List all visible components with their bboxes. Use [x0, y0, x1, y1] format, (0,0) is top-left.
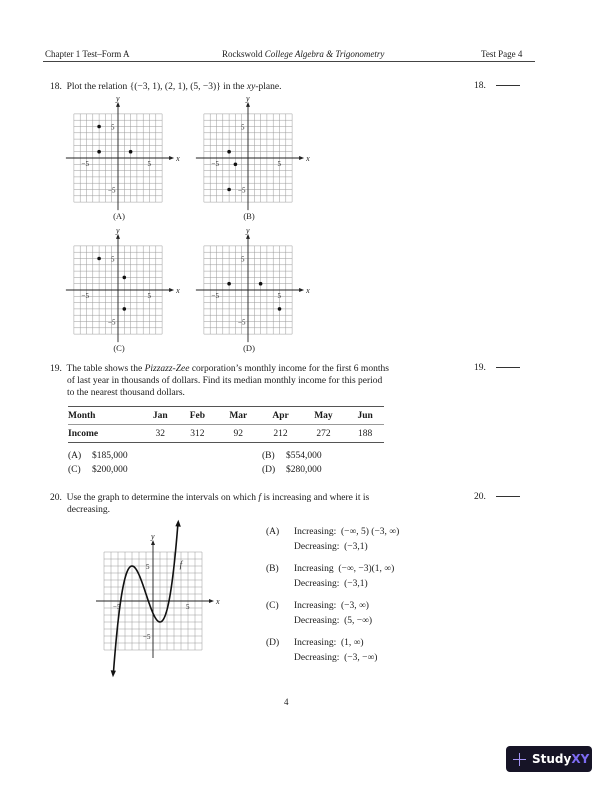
svg-text:x: x	[306, 154, 310, 163]
svg-text:5: 5	[277, 160, 281, 168]
header-rule-right	[447, 61, 535, 62]
svg-text:−5: −5	[238, 186, 246, 195]
table-cell: 312	[179, 425, 217, 443]
svg-text:−5: −5	[108, 318, 116, 327]
graph-label-b: (B)	[243, 211, 255, 221]
header-book-title	[222, 49, 384, 59]
svg-text:x: x	[176, 286, 180, 295]
column-header: May	[301, 407, 346, 425]
relation-set: {(−3, 1), (2, 1), (5, −3)}	[129, 82, 221, 92]
question-number: 18.	[50, 82, 62, 92]
choice-19-d[interactable]: (D) $280,000	[262, 465, 322, 475]
question-number: 19.	[50, 364, 62, 374]
header-author: Rockswold	[222, 49, 265, 59]
svg-text:y: y	[151, 532, 155, 541]
header-page: Test Page 4	[481, 49, 523, 59]
table-cell: 188	[346, 425, 384, 443]
choice-20-a[interactable]: (A) Increasing: (−∞, 5) (−3, ∞) Decreasing: (−3,1)	[266, 527, 400, 552]
svg-text:y: y	[246, 93, 250, 103]
column-header: Mar	[216, 407, 260, 425]
svg-text:x: x	[176, 154, 180, 163]
choice-20-d[interactable]: (D) Increasing: (1, ∞) Decreasing: (−3, −∞)	[266, 638, 378, 663]
svg-text:−5: −5	[81, 160, 89, 168]
svg-text:x: x	[216, 597, 220, 606]
choice-19-b[interactable]: (B) $554,000	[262, 451, 322, 461]
table-row	[68, 425, 384, 443]
table-header-row	[68, 407, 384, 425]
graph-label-c: (C)	[113, 343, 125, 353]
answer-blank-19[interactable]: 19.	[474, 363, 520, 373]
choice-20-b[interactable]: (B) Increasing (−∞, −3)(1, ∞) Decreasing: (−3,1)	[266, 564, 395, 589]
graph-choice-c[interactable]	[60, 225, 182, 347]
badge-xy-text: XY	[571, 752, 590, 766]
svg-text:5: 5	[277, 292, 281, 300]
header-book-name: College Algebra & Trigonometry	[264, 49, 385, 59]
increasing-interval: (−3, ∞)	[340, 601, 369, 611]
company-name: Pizzazz-Zee	[144, 364, 190, 374]
page-number: 4	[284, 697, 289, 707]
increasing-interval: (−∞, 5) (−3, ∞)	[340, 527, 400, 537]
graph-choice-b[interactable]	[190, 93, 312, 215]
svg-text:−5: −5	[113, 603, 121, 611]
svg-text:y: y	[116, 225, 120, 235]
column-header: Month	[68, 407, 142, 425]
question-18-text: 18. Plot the relation {(−3, 1), (2, 1), (5, −3)} in the xy-plane.	[50, 82, 282, 92]
badge-study-text: Study	[532, 752, 572, 766]
graph-choice-a[interactable]	[60, 93, 182, 215]
function-graph-f	[95, 532, 255, 664]
svg-text:−5: −5	[143, 633, 151, 641]
choice-20-c[interactable]: (C) Increasing: (−3, ∞) Decreasing: (5, −∞)	[266, 601, 373, 626]
answer-blank-20[interactable]: 20.	[474, 492, 520, 502]
plus-icon	[513, 753, 526, 766]
svg-text:−5: −5	[211, 292, 219, 300]
choice-19-c[interactable]: (C) $200,000	[68, 465, 128, 475]
answer-blank-18[interactable]: 18.	[474, 81, 520, 91]
decreasing-interval: (−3,1)	[344, 579, 368, 589]
column-header: Apr	[260, 407, 300, 425]
svg-text:5: 5	[241, 255, 245, 264]
question-19-text: 19. The table shows the Pizzazz-Zee corporation’s monthly income for the first 6 months of last year in thousands of dollars. Find its median monthly income for this period to the nearest thousand dollars.	[50, 364, 389, 398]
svg-text:5: 5	[241, 123, 245, 132]
header-chapter: Chapter 1 Test–Form A	[45, 49, 130, 59]
graph-label-d: (D)	[243, 343, 255, 353]
row-header: Income	[68, 425, 142, 443]
svg-text:−5: −5	[211, 160, 219, 168]
decreasing-interval: (−3, −∞)	[344, 653, 378, 663]
svg-text:x: x	[306, 286, 310, 295]
question-number: 20.	[50, 493, 62, 503]
table-cell: 212	[260, 425, 300, 443]
graph-choice-d[interactable]	[190, 225, 312, 347]
increasing-interval: (−∞, −3)(1, ∞)	[338, 564, 395, 574]
graph-label-a: (A)	[113, 211, 125, 221]
svg-text:y: y	[116, 93, 120, 103]
svg-text:−5: −5	[238, 318, 246, 327]
studyxy-badge[interactable]	[506, 746, 592, 772]
choice-19-a[interactable]: (A) $185,000	[68, 451, 128, 461]
svg-text:−5: −5	[108, 186, 116, 195]
svg-text:5: 5	[111, 255, 115, 264]
question-20-text: 20. Use the graph to determine the intervals on which f is increasing and where it is decreasing.	[50, 493, 370, 515]
header-rule	[43, 61, 447, 62]
svg-text:y: y	[246, 225, 250, 235]
table-cell: 32	[142, 425, 178, 443]
income-table	[68, 406, 384, 443]
column-header: Jun	[346, 407, 384, 425]
svg-text:5: 5	[111, 123, 115, 132]
svg-text:5: 5	[147, 160, 151, 168]
table-cell: 92	[216, 425, 260, 443]
svg-text:f: f	[179, 559, 183, 570]
svg-text:5: 5	[147, 292, 151, 300]
decreasing-interval: (5, −∞)	[344, 616, 373, 626]
decreasing-interval: (−3,1)	[344, 542, 368, 552]
increasing-interval: (1, ∞)	[340, 638, 364, 648]
table-cell: 272	[301, 425, 346, 443]
column-header: Feb	[179, 407, 217, 425]
svg-text:5: 5	[146, 563, 150, 571]
svg-text:−5: −5	[81, 292, 89, 300]
svg-text:5: 5	[186, 603, 190, 611]
column-header: Jan	[142, 407, 178, 425]
